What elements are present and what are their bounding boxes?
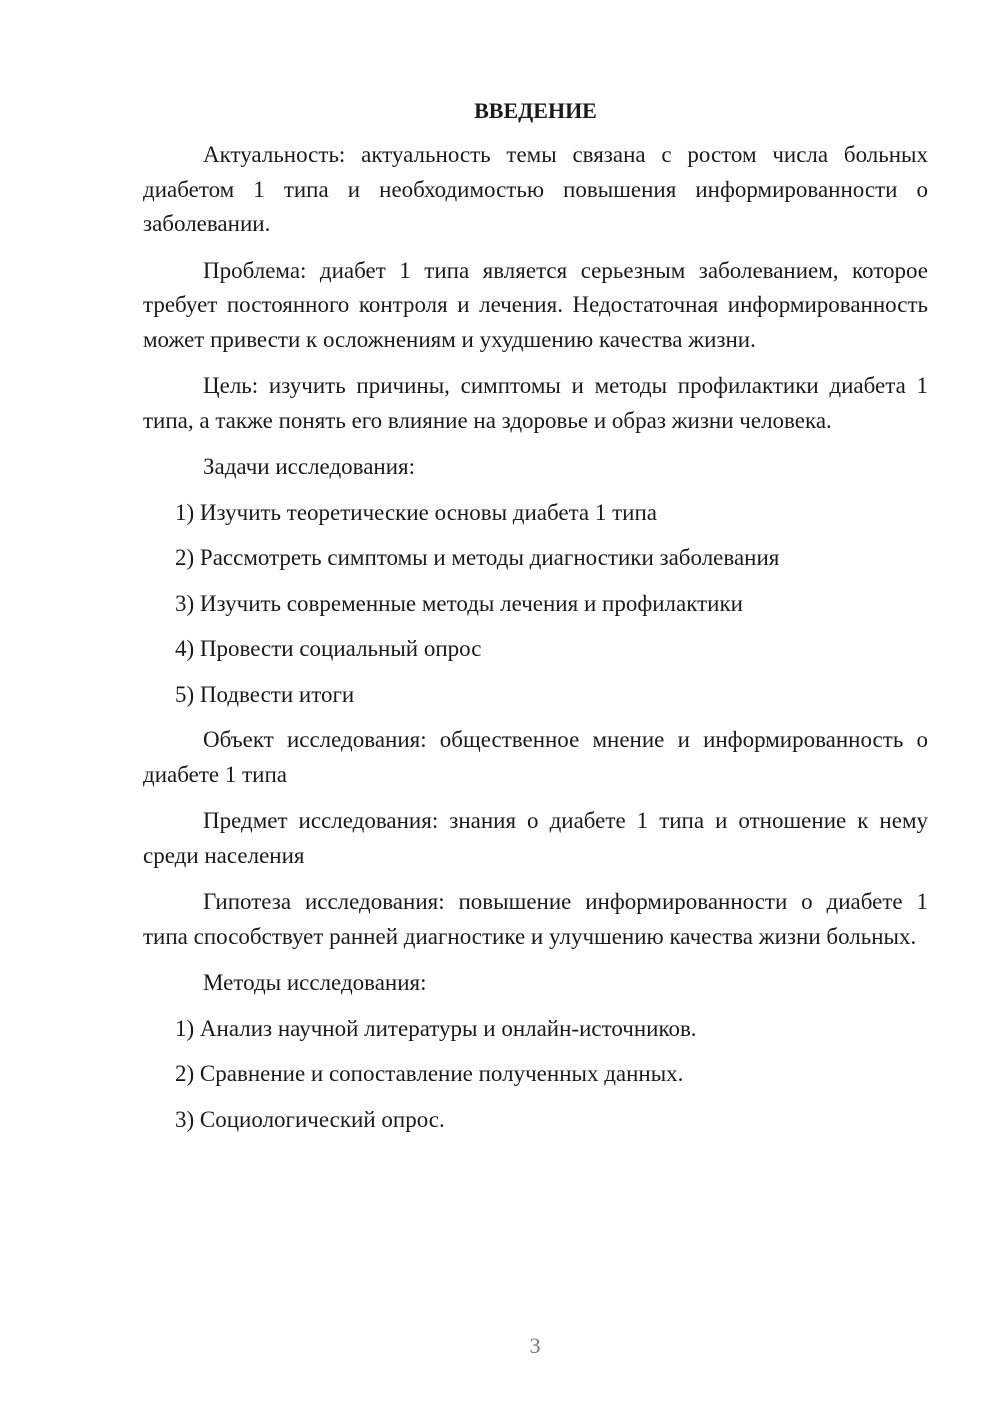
page-number: 3 <box>529 1333 541 1358</box>
goal-paragraph: Цель: изучить причины, симптомы и методы профилактики диабета 1 типа, а также понять его влияние на здоровье и образ жизни человека. <box>143 373 928 433</box>
section-title: ВВЕДЕНИЕ <box>474 98 597 123</box>
problem-paragraph: Проблема: диабет 1 типа является серьезным заболеванием, которое требует постоянного контроля и лечения. Недостаточная информированность может привести к осложнениям и ухудшению качества жизни. <box>143 257 928 352</box>
hypothesis-paragraph: Гипотеза исследования: повышение информированности о диабете 1 типа способствует ранней диагностике и улучшению качества жизни больных. <box>143 889 928 949</box>
task-item: 5) Подвести итоги <box>175 681 355 707</box>
relevance-paragraph: Актуальность: актуальность темы связана с ростом числа больных диабетом 1 типа и необходимостью повышения информированности о заболевании. <box>143 142 928 236</box>
tasks-list <box>143 496 928 713</box>
task-item: 2) Рассмотреть симптомы и методы диагностики заболевания <box>175 545 780 570</box>
task-item: 4) Провести социальный опрос <box>175 636 482 661</box>
tasks-heading: Задачи исследования: <box>203 454 416 479</box>
page-content <box>143 95 928 1148</box>
object-paragraph: Объект исследования: общественное мнение и информированность о диабете 1 типа <box>143 727 928 787</box>
subject-paragraph: Предмет исследования: знания о диабете 1 типа и отношение к нему среди населения <box>143 808 928 868</box>
method-item: 1) Анализ научной литературы и онлайн-источников. <box>175 1015 697 1041</box>
methods-heading: Методы исследования: <box>203 970 427 995</box>
methods-list <box>143 1012 928 1138</box>
task-item: 3) Изучить современные методы лечения и профилактики <box>175 590 743 616</box>
method-item: 3) Социологический опрос. <box>175 1106 445 1132</box>
task-item: 1) Изучить теоретические основы диабета 1 типа <box>175 499 658 525</box>
method-item: 2) Сравнение и сопоставление полученных данных. <box>175 1061 684 1086</box>
